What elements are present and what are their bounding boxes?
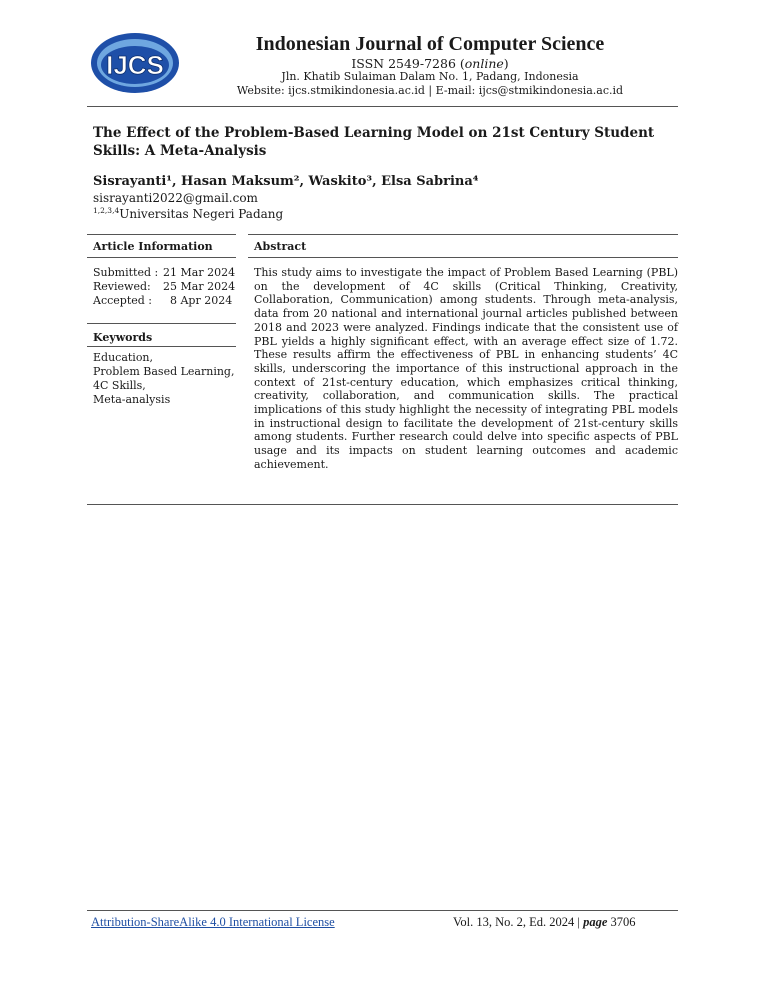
abstract-top-rule <box>248 234 678 235</box>
keyword-item: Education, <box>93 351 154 364</box>
keywords-list <box>93 351 234 407</box>
author-email: sisrayanti2022@gmail.com <box>93 191 258 205</box>
keywords-head-rule <box>87 346 236 347</box>
author-list: Sisrayanti¹, Hasan Maksum², Waskito³, Elsa Sabrina⁴ <box>93 174 479 189</box>
keywords-heading: Keywords <box>93 331 153 344</box>
article-dates <box>93 266 235 308</box>
volume-info: Vol. 13, No. 2, Ed. 2024 | page 3706 <box>453 915 636 929</box>
header-divider <box>87 106 678 107</box>
abstract-text: This study aims to investigate the impact of Problem Based Learning (PBL) on the development of 4C skills (Critical Thinking, Creativity, Collaboration, Communication) among students. Through meta-analysis, data from 20 national and international journal articles published between 2018 and 2023 were analyzed. Findings indicate that the consistent use of PBL yields a highly significant effect, with an average effect size of 1.72. These results affirm the effectiveness of PBL in enhancing students’ 4C skills, underscoring the importance of this instructional approach in the context of 21st-century education, which emphasizes critical thinking, creativity, collaboration, and communication skills. The practical implications of this study highlight the necessity of integrating PBL models in instructional design to facilitate the development of 21st-century skills among students. Further research could delve into specific aspects of PBL usage and its impacts on student learning outcomes and academic achievement. <box>254 266 678 471</box>
date-submitted: Submitted : 21 Mar 2024 <box>93 266 236 279</box>
abstract-head-rule <box>248 257 678 258</box>
abstract-heading: Abstract <box>254 240 307 253</box>
journal-address: Jln. Khatib Sulaiman Dalam No. 1, Padang, Indonesia <box>281 70 579 83</box>
author-affiliation: $^{1,2,3,4}$Universitas Negeri Padang <box>93 206 284 221</box>
keyword-item: Problem Based Learning, <box>93 365 235 378</box>
journal-logo <box>90 32 180 94</box>
keyword-item: 4C Skills, <box>93 379 146 392</box>
dates-bottom-rule <box>87 323 236 324</box>
date-reviewed: Reviewed: 25 Mar 2024 <box>93 280 236 293</box>
section-bottom-rule <box>87 504 678 505</box>
footer-rule <box>87 910 678 911</box>
article-info-heading: Article Information <box>93 240 213 253</box>
license-link[interactable]: Attribution-ShareAlike 4.0 International License <box>91 915 335 929</box>
info-head-rule <box>87 257 236 258</box>
paper-title: The Effect of the Problem-Based Learning Model on 21st Century Student Skills: A Meta-Analysis <box>93 125 655 159</box>
keyword-item: Meta-analysis <box>93 393 171 406</box>
date-accepted: Accepted : 8 Apr 2024 <box>93 294 233 307</box>
logo-text: IJCS <box>106 50 164 80</box>
info-top-rule <box>87 234 236 235</box>
journal-title: Indonesian Journal of Computer Science <box>255 33 605 55</box>
journal-issn: ISSN 2549-7286 (online) <box>351 56 509 71</box>
journal-website: Website: ijcs.stmikindonesia.ac.id | E-mail: ijcs@stmikindonesia.ac.id <box>236 84 624 97</box>
